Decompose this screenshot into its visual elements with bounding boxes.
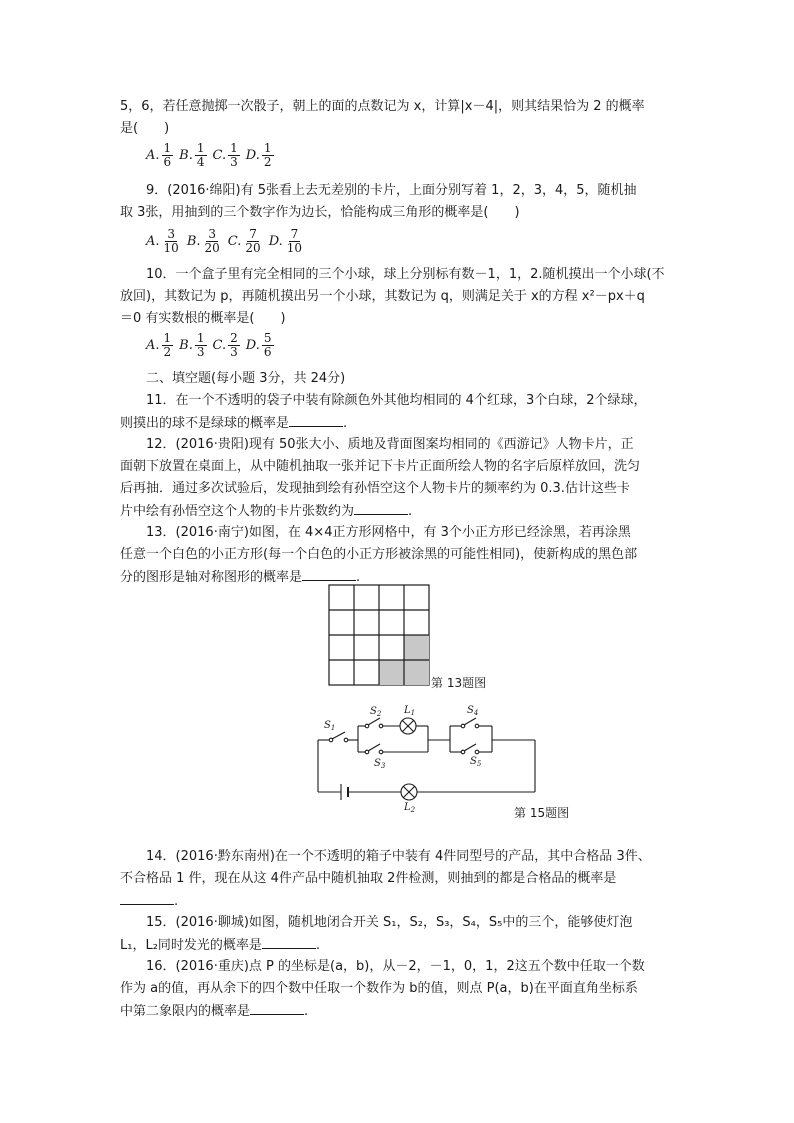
q9-line1: 9．(2016·绵阳)有 5张看上去无差别的卡片，上面分别写着 1，2，3，4，5，随机抽 xyxy=(146,183,637,198)
q9-choice-b: B. $\frac{3}{20}$ xyxy=(186,227,220,255)
q15-line2: L₁，L₂同时发光的概率是 . xyxy=(120,938,321,953)
q11-answer-blank[interactable] xyxy=(289,414,343,427)
q9-choice-c: C. $\frac{7}{20}$ xyxy=(227,227,261,255)
switch-s1-icon xyxy=(332,732,345,739)
grid-figure-13 xyxy=(328,584,430,686)
grid-shaded-cell xyxy=(404,635,429,660)
grid-shaded-cell xyxy=(404,660,429,685)
q16-answer-blank[interactable] xyxy=(250,1002,304,1015)
q8-choice-c: C. $\frac{1}{3}$ xyxy=(212,141,238,169)
q14-line1: 14．(2016·黔东南州)在一个不透明的箱子中装有 4件同型号的产品，其中合格品 3件、 xyxy=(146,849,651,864)
label-s4: $S_4$ xyxy=(467,705,479,717)
q12-line1: 12．(2016·贵阳)现有 50张大小、质地及背面图案均相同的《西游记》人物卡片，正 xyxy=(146,437,634,452)
section-heading-fill-in: 二、填空题(每小题 3分，共 24分) xyxy=(146,371,346,386)
label-l2: $L_2$ xyxy=(404,802,416,814)
q10-choices xyxy=(146,332,280,359)
q9-choices xyxy=(146,228,310,255)
q11-line2: 则摸出的球不是绿球的概率是 . xyxy=(120,416,348,431)
q14-answer-blank[interactable] xyxy=(120,892,174,905)
q13-line1: 13．(2016·南宁)如图，在 4×4正方形网格中，有 3个小正方形已经涂黑，若再涂黑 xyxy=(146,525,631,540)
q10-choice-a: A. $\frac{1}{2}$ xyxy=(146,331,172,359)
q12-answer-blank[interactable] xyxy=(354,502,408,515)
q10-line1: 10．一个盒子里有完全相同的三个小球，球上分别标有数－1，1，2.随机摸出一个小球(不 xyxy=(146,267,665,282)
fig15-caption: 第 15题图 xyxy=(514,806,570,820)
label-s3: $S_3$ xyxy=(374,758,386,770)
label-l1: $L_1$ xyxy=(404,705,416,717)
switch-s5-icon xyxy=(464,744,476,751)
q10-choice-d: D. $\frac{5}{6}$ xyxy=(245,331,272,359)
fig13-caption: 第 13题图 xyxy=(431,676,487,690)
q12-line2: 面朝下放置在桌面上，从中随机抽取一张并记下卡片正面所绘人物的名字后原样放回，洗匀 xyxy=(120,459,641,474)
q15-line1: 15．(2016·聊城)如图，随机地闭合开关 S₁，S₂，S₃，S₄，S₅中的三个，能够使灯泡 xyxy=(146,915,633,930)
q14-line3: . xyxy=(120,892,178,911)
q8-choices xyxy=(146,142,280,169)
q16-line3: 中第二象限内的概率是 . xyxy=(120,1004,309,1019)
q13-line2: 任意一个白色的小正方形(每一个白色的小正方形被涂黑的可能性相同)，使新构成的黑色部 xyxy=(120,547,638,562)
q15-answer-blank[interactable] xyxy=(262,936,316,949)
grid-shaded-cell xyxy=(379,660,404,685)
q10-line2: 放回)，其数记为 p，再随机摸出另一个小球，其数记为 q，则满足关于 x的方程 x²－px＋q xyxy=(120,289,645,304)
q11-line1: 11．在一个不透明的袋子中装有除颜色外其他均相同的 4个红球，3个白球，2个绿球， xyxy=(146,393,647,408)
q8-choice-b: B. $\frac{1}{4}$ xyxy=(179,141,205,169)
q14-line2: 不合格品 1 件，现在从这 4件产品中随机抽取 2件检测，则抽到的都是合格品的概率是 xyxy=(120,871,617,886)
label-s5: $S_5$ xyxy=(470,756,482,768)
switch-s4-icon xyxy=(464,718,476,725)
switch-s3-icon xyxy=(368,744,380,751)
q13-answer-blank[interactable] xyxy=(302,568,356,581)
q9-line2: 取 3张，用抽到的三个数字作为边长，恰能构成三角形的概率是( ) xyxy=(120,205,520,220)
q8-choice-d: D. $\frac{1}{2}$ xyxy=(245,141,272,169)
circuit-figure-15 xyxy=(310,700,540,818)
label-s1: $S_1$ xyxy=(324,720,336,732)
q16-line1: 16．(2016·重庆)点 P 的坐标是(a，b)，从－2，－1，0，1，2这五个数中任取一个数 xyxy=(146,959,645,974)
q12-line3: 后再抽．通过多次试验后，发现抽到绘有孙悟空这个人物卡片的频率约为 0.3.估计这些卡 xyxy=(120,481,630,496)
label-s2: $S_2$ xyxy=(370,706,382,718)
q9-choice-d: D. $\frac{7}{10}$ xyxy=(268,227,303,255)
q10-choice-c: C. $\frac{2}{3}$ xyxy=(212,331,238,359)
switch-s2-icon xyxy=(368,718,380,725)
q13-line3: 分的图形是轴对称图形的概率是 . xyxy=(120,570,361,585)
q12-line4: 片中绘有孙悟空这个人物的卡片张数约为 . xyxy=(120,504,413,519)
q8-line1: 5，6，若任意抛掷一次骰子，朝上的面的点数记为 x，计算|x－4|，则其结果恰为 2 的概率 xyxy=(120,99,645,114)
q10-line3: ＝0 有实数根的概率是( ) xyxy=(120,311,286,326)
q9-choice-a: A. $\frac{3}{10}$ xyxy=(146,227,179,255)
q10-choice-b: B. $\frac{1}{3}$ xyxy=(179,331,205,359)
q16-line2: 作为 a的值，再从余下的四个数中任取一个数作为 b的值，则点 P(a，b)在平面直角坐标系 xyxy=(120,981,638,996)
q8-choice-a: A. $\frac{1}{6}$ xyxy=(146,141,172,169)
q8-line2: 是( ) xyxy=(120,121,170,136)
